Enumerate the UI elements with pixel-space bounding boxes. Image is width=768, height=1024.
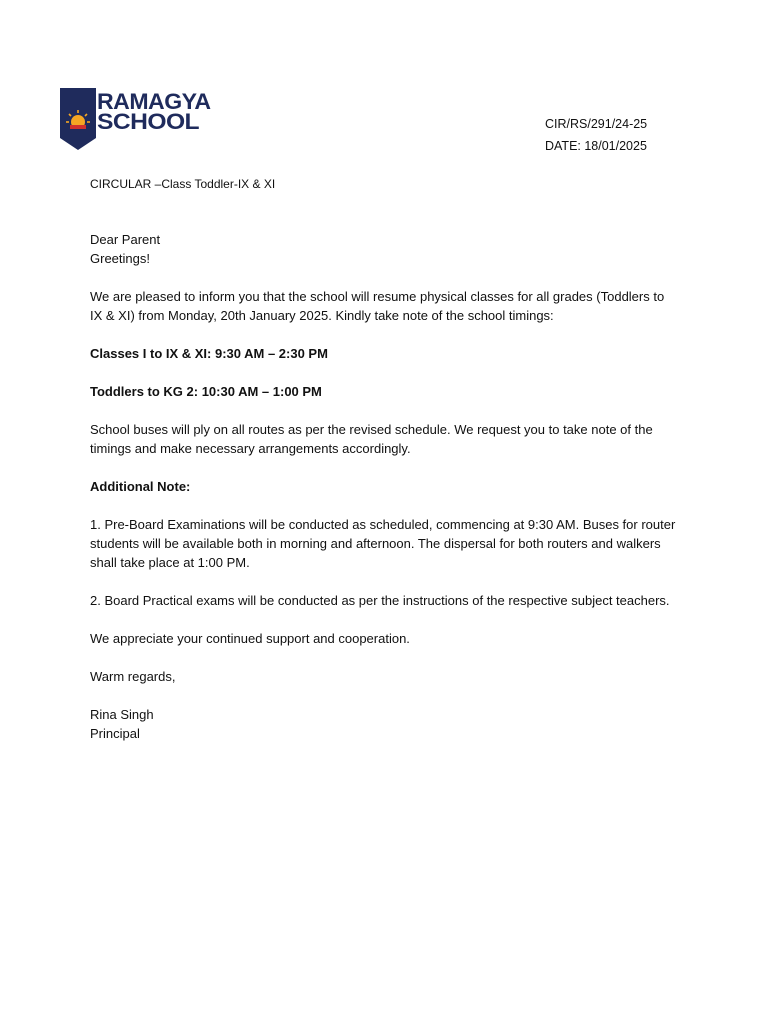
circular-number: CIR/RS/291/24-25 (545, 117, 648, 131)
reference-block (545, 113, 647, 157)
school-logo (60, 88, 222, 152)
timing-classes: Classes I to IX & XI: 9:30 AM – 2:30 PM (90, 346, 328, 361)
closing: Warm regards, (90, 669, 176, 684)
school-crest-icon (60, 88, 96, 150)
signatory-title: Principal (90, 726, 140, 741)
timing-toddlers: Toddlers to KG 2: 10:30 AM – 1:00 PM (90, 384, 322, 399)
logo-text-line-1: RAMAGYA (97, 89, 211, 114)
intro-paragraph: We are pleased to inform you that the school will resume physical classes for all grades (Toddlers to IX & XI) from Monday, 20th January 2025. Kindly take note of the school timings: (90, 289, 665, 323)
note-2: 2. Board Practical exams will be conducted as per the instructions of the respective subject teachers. (90, 593, 670, 608)
appreciation: We appreciate your continued support and cooperation. (90, 631, 410, 646)
additional-note-heading: Additional Note: (90, 479, 191, 494)
letter-body (90, 230, 680, 743)
note-1: 1. Pre-Board Examinations will be conducted as scheduled, commencing at 9:30 AM. Buses for router students will be available both in morning and afternoon. The dispersal for both routers and walkers shall take place at 1:00 PM. (90, 517, 676, 570)
circular-date: DATE: 18/01/2025 (545, 139, 647, 153)
greeting: Greetings! (90, 251, 150, 266)
circular-subject: CIRCULAR –Class Toddler-IX & XI (90, 177, 276, 191)
buses-paragraph: School buses will ply on all routes as per the revised schedule. We request you to take note of the timings and make necessary arrangements accordingly. (90, 422, 653, 456)
signatory-name: Rina Singh (90, 707, 154, 722)
logo-text-line-2: SCHOOL (97, 109, 200, 134)
logo-wordmark (97, 89, 211, 134)
salutation: Dear Parent (90, 232, 161, 247)
